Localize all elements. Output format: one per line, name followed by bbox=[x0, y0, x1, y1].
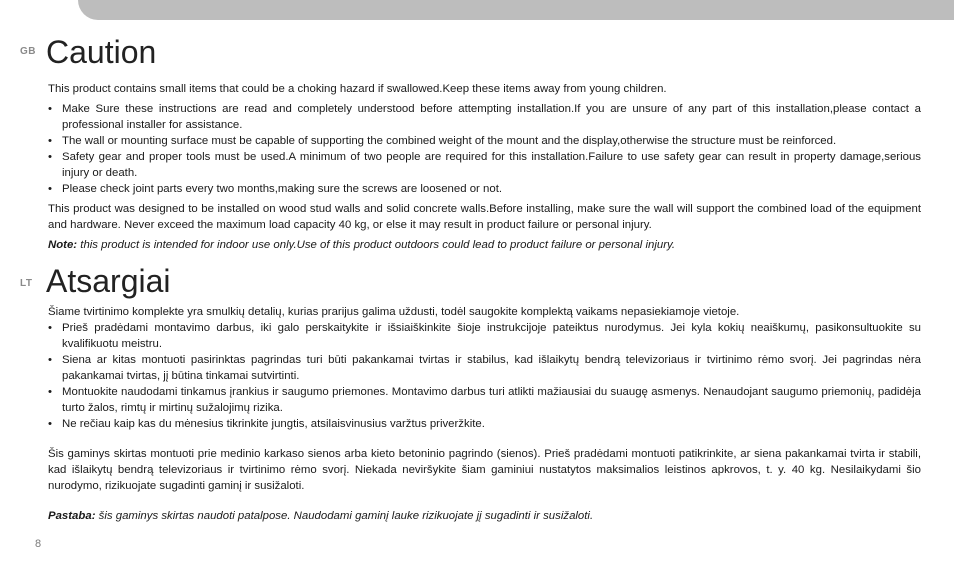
note-text: this product is intended for indoor use only.Use of this product outdoors could lead to product failure or personal injury. bbox=[80, 239, 676, 251]
caution-note bbox=[48, 237, 921, 253]
atsargiai-intro: Šiame tvirtinimo komplekte yra smulkių detalių, kurias prarijus galima uždusti, todėl saugokite komplektą vaikams nepasiekiamoje vietoje. bbox=[48, 306, 740, 318]
caution-intro: This product contains small items that could be a choking hazard if swallowed.Keep these items away from young children. bbox=[48, 83, 667, 95]
atsargiai-bullet-list bbox=[48, 320, 921, 432]
section-title-caution: Caution bbox=[46, 34, 157, 70]
list-item: • Prieš pradėdami montavimo darbus, iki galo perskaitykite ir išsiaiškinkite šioje instrukcijoje pateiktus nurodymus. Jei kyla kokių neaiškumų, pasikonsultuokite su kvalifikuotu meistru. bbox=[48, 320, 921, 352]
note-text: šis gaminys skirtas naudoti patalpose. Naudodami gaminį lauke rizikuojate jį sugadinti ir susižaloti. bbox=[98, 510, 594, 522]
list-item: • The wall or mounting surface must be capable of supporting the combined weight of the mount and the display,otherwise the structure must be reinforced. bbox=[48, 133, 921, 149]
language-code-gb: GB bbox=[20, 46, 36, 57]
list-item: • Please check joint parts every two months,making sure the screws are loosened or not. bbox=[48, 181, 921, 197]
list-item: • Siena ar kitas montuoti pasirinktas pagrindas turi būti pakankamai tvirtas ir stabilus, kad išlaikytų bendrą televizoriaus ir tvirtinimo rėmo svorį. Jei pagrindas nėra pakankamai tvirtas, jį būtina tinkamai sutvirtinti. bbox=[48, 352, 921, 384]
language-code-lt: LT bbox=[20, 278, 33, 289]
header-band bbox=[78, 0, 954, 20]
atsargiai-paragraph: Šis gaminys skirtas montuoti prie medinio karkaso sienos arba kieto betoninio pagrindo (sienos). Prieš pradėdami montuoti patikrinkite, ar siena pakankamai tvirta ir stabili, kad išlaikytų bendrą televizoriaus ir tvirtinimo rėmo svorį. Niekada neviršykite šiam gaminiui nustatytos maksimalios leistinos apkrovos, t. y. 40 kg. Nesilaikydami šio nurodymo, rizikuojate sugadinti gaminį ir susižaloti. bbox=[48, 448, 921, 492]
page-number: 8 bbox=[35, 538, 42, 550]
caution-bullet-list bbox=[48, 101, 921, 197]
atsargiai-note bbox=[48, 508, 921, 524]
note-label: Note: bbox=[48, 239, 78, 251]
list-item: • Safety gear and proper tools must be used.A minimum of two people are required for this installation.Failure to use safety gear can result in property damage,serious injury or death. bbox=[48, 149, 921, 181]
caution-paragraph: This product was designed to be installed on wood stud walls and solid concrete walls.Before installing, make sure the wall will support the combined load of the equipment and hardware. Never exceed the maximum load capacity 40 kg, or else it may result in product failure or personal injury. bbox=[48, 203, 921, 231]
atsargiai-body bbox=[48, 304, 921, 524]
list-item: • Make Sure these instructions are read and completely understood before attempting installation.If you are unsure of any part of this installation,please contact a professional installer for assistance. bbox=[48, 101, 921, 133]
section-title-atsargiai: Atsargiai bbox=[46, 263, 171, 299]
list-item: • Ne rečiau kaip kas du mėnesius tikrinkite jungtis, atsilaisvinusius varžtus priveržkite. bbox=[48, 416, 921, 432]
caution-body bbox=[48, 81, 921, 253]
note-label: Pastaba: bbox=[48, 510, 96, 522]
list-item: • Montuokite naudodami tinkamus įrankius ir saugumo priemones. Montavimo darbus turi atlikti mažiausiai du suaugę asmenys. Nenaudojant saugumo priemonių, padidėja turto žalos, rimtų ir mirtinų sužalojimų rizika. bbox=[48, 384, 921, 416]
